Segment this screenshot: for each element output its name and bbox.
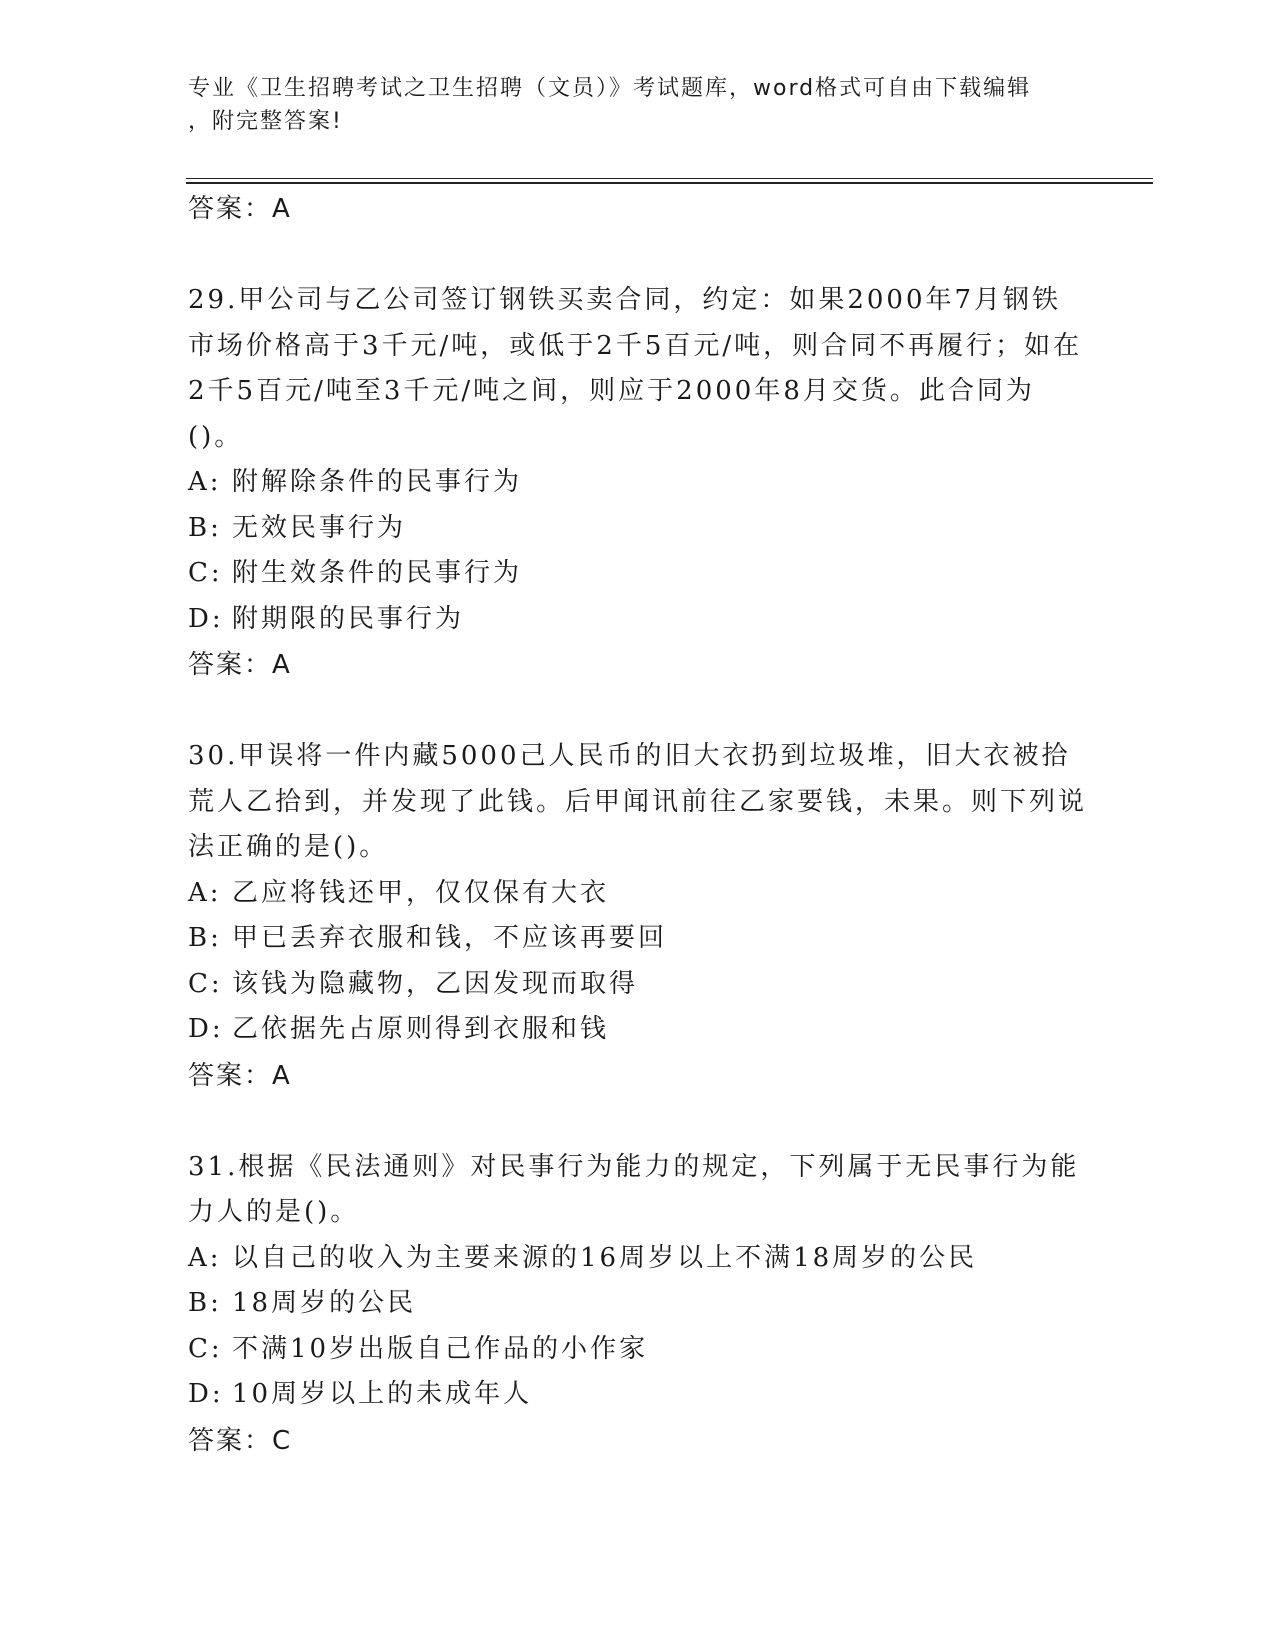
question-31 — [188, 1145, 1088, 1464]
question-30 — [188, 734, 1088, 1099]
option-b — [188, 916, 1088, 962]
answer: 答案：A — [188, 1060, 292, 1091]
option-text: 乙依据先占原则得到衣服和钱 — [232, 1014, 610, 1044]
option-text: 附解除条件的民事行为 — [232, 467, 523, 497]
previous-answer: 答案：A — [188, 194, 292, 224]
option-a — [188, 1236, 1088, 1282]
option-letter: B: — [188, 1288, 222, 1318]
question-stem: 31.根据《民法通则》对民事行为能力的规定，下列属于无民事行为能力人的是()。 — [188, 1151, 1080, 1227]
option-b — [188, 1281, 1088, 1327]
option-letter: C: — [188, 558, 223, 588]
option-d — [188, 1007, 1088, 1053]
option-text: 无效民事行为 — [232, 512, 407, 543]
option-text: 10周岁以上的未成年人 — [232, 1379, 533, 1409]
option-letter: C: — [188, 968, 223, 999]
option-c — [188, 551, 1088, 597]
question-29 — [188, 278, 1088, 688]
header-line-2: ，附完整答案! — [188, 109, 343, 134]
option-letter: D: — [188, 1014, 224, 1044]
option-letter: B: — [188, 923, 222, 953]
option-text: 附生效条件的民事行为 — [232, 558, 523, 588]
option-c — [188, 962, 1088, 1008]
option-text: 不满10岁出版自己作品的小作家 — [232, 1333, 649, 1364]
option-text: 乙应将钱还甲，仅仅保有大衣 — [232, 877, 610, 908]
page-header — [188, 72, 1088, 138]
question-stem: 30.甲误将一件内藏5000己人民币的旧大衣扔到垃圾堆，旧大衣被拾荒人乙拾到，并发现了此钱。后甲闻讯前往乙家要钱，未果。则下列说法正确的是()。 — [188, 741, 1088, 862]
header-divider — [186, 178, 1153, 184]
option-text: 18周岁的公民 — [232, 1288, 417, 1318]
option-text: 以自己的收入为主要来源的16周岁以上不满18周岁的公民 — [232, 1242, 978, 1273]
question-stem: 29.甲公司与乙公司签订钢铁买卖合同，约定：如果2000年7月钢铁市场价格高于3千元/吨，或低于2千5百元/吨，则合同不再履行；如在2千5百元/吨至3千元/吨之间，则应于2000年8月交货。此合同为()。 — [188, 285, 1083, 452]
option-letter: D: — [188, 603, 224, 634]
option-a — [188, 871, 1088, 917]
option-letter: B: — [188, 512, 222, 543]
option-letter: A: — [188, 467, 222, 497]
option-d — [188, 1372, 1088, 1418]
document-body — [188, 186, 1088, 1464]
answer: 答案：A — [188, 650, 292, 680]
answer: 答案：C — [188, 1425, 293, 1456]
option-text: 该钱为隐藏物，乙因发现而取得 — [232, 968, 639, 999]
option-letter: A: — [188, 877, 222, 908]
option-letter: D: — [188, 1379, 224, 1409]
option-c — [188, 1327, 1088, 1373]
option-letter: C: — [188, 1333, 223, 1364]
option-b — [188, 506, 1088, 552]
option-text: 甲已丢弃衣服和钱，不应该再要回 — [232, 923, 668, 953]
option-text: 附期限的民事行为 — [232, 603, 465, 634]
option-a — [188, 460, 1088, 506]
header-line-1: 专业《卫生招聘考试之卫生招聘（文员）》考试题库，word格式可自由下载编辑 — [188, 76, 1032, 101]
option-letter: A: — [188, 1242, 222, 1273]
option-d — [188, 597, 1088, 643]
